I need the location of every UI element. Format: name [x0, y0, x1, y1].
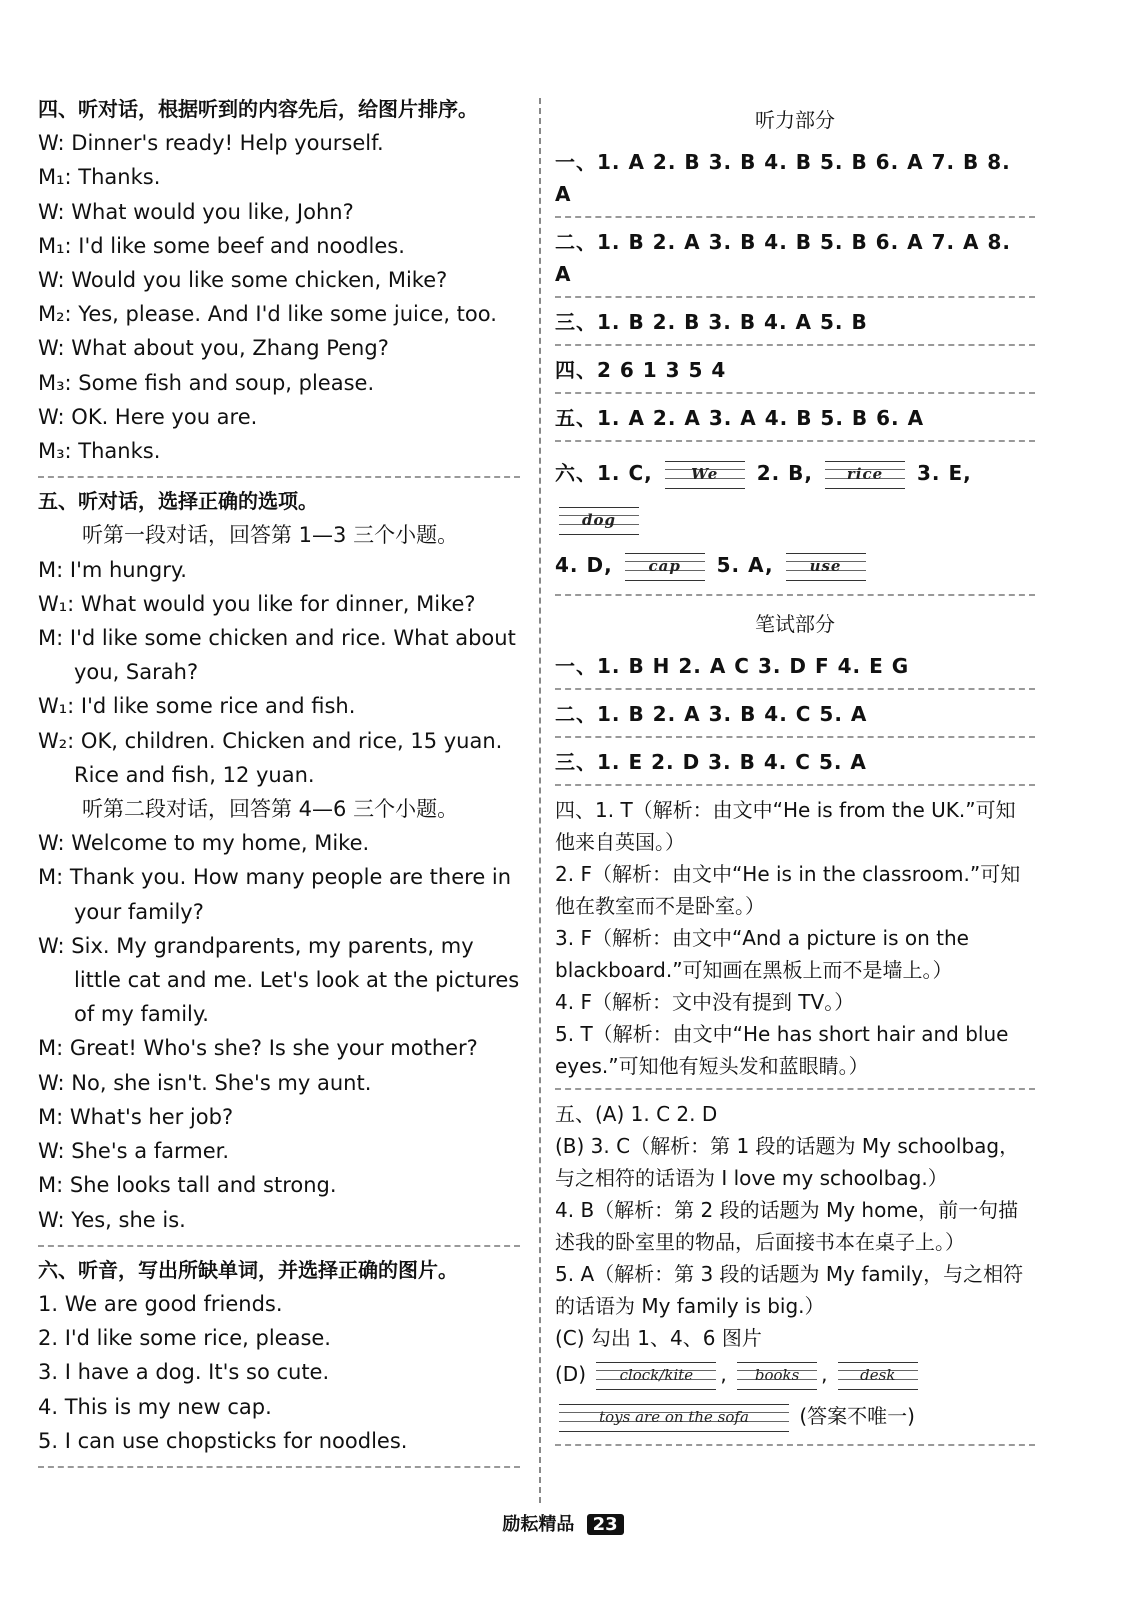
handwritten-answer	[665, 461, 745, 489]
dialogue-line: W: Would you like some chicken, Mike?	[38, 268, 448, 293]
sentence-line: 3. I have a dog. It's so cute.	[38, 1360, 330, 1385]
dialogue-line: M: I'd like some chicken and rice. What about you, Sarah?	[38, 626, 516, 685]
dialogue-line: W: Dinner's ready! Help yourself.	[38, 131, 384, 156]
written-answer-5-d: (D) clock/kite , books , desk	[555, 1354, 1035, 1394]
separator	[38, 1466, 520, 1468]
listening-answer-5: 五、1. A 2. A 3. A 4. B 5. B 6. A	[555, 406, 925, 430]
dialogue-line: M₃: Thanks.	[38, 439, 161, 464]
handwritten-answer	[559, 1404, 789, 1432]
handwritten-answer	[596, 1362, 716, 1390]
separator	[38, 476, 520, 478]
separator	[555, 216, 1035, 218]
answer-label: 4. D,	[555, 553, 613, 577]
dialogue-line: M₁: I'd like some beef and noodles.	[38, 233, 405, 258]
dialogue-line: M: What's her job?	[38, 1104, 234, 1129]
column-divider	[539, 98, 541, 1503]
explanation-line: 5. T（解析：由文中“He has short hair and blue eyes.”可知他有短头发和蓝眼睛。）	[555, 1022, 1009, 1078]
sentence-line: 1. We are good friends.	[38, 1291, 283, 1316]
dialogue-line: W: She's a farmer.	[38, 1139, 230, 1164]
handwritten-word: rice	[846, 464, 884, 483]
page-footer	[0, 1510, 1126, 1536]
written-answer-1: 一、1. B H 2. A C 3. D F 4. E G	[555, 654, 910, 678]
section-4-dialogue	[38, 126, 520, 468]
explanation-line: 4. F（解析：文中没有提到 TV。）	[555, 990, 855, 1014]
separator	[555, 344, 1035, 346]
written-title: 笔试部分	[755, 612, 835, 636]
sentence-line: 4. This is my new cap.	[38, 1394, 272, 1419]
sentence-line: 2. I'd like some rice, please.	[38, 1326, 331, 1351]
section-4-title: 四、听对话，根据听到的内容先后，给图片排序。	[38, 97, 478, 121]
dialogue-line: W: What would you like, John?	[38, 199, 354, 224]
handwritten-answer	[737, 1362, 817, 1390]
sentence-line: 5. I can use chopsticks for noodles.	[38, 1428, 408, 1453]
separator	[555, 440, 1035, 442]
explanation-line: 4. B（解析：第 2 段的话题为 My home，前一句描述我的卧室里的物品，后面接书本在桌子上。）	[555, 1198, 1019, 1254]
handwritten-answer	[838, 1362, 918, 1390]
section-5-sub1: 听第一段对话，回答第 1—3 三个小题。	[82, 523, 459, 548]
dialogue-line: M: I'm hungry.	[38, 557, 187, 582]
answer-label: 5. A,	[716, 553, 774, 577]
dialogue-line: W₁: What would you like for dinner, Mike?	[38, 591, 476, 616]
dialogue-line: W₁: I'd like some rice and fish.	[38, 694, 356, 719]
section-6-title: 六、听音，写出所缺单词，并选择正确的图片。	[38, 1257, 458, 1282]
dialogue-line: W₂: OK, children. Chicken and rice, 15 yuan. Rice and fish, 12 yuan.	[38, 728, 503, 787]
section-5-sub2: 听第二段对话，回答第 4—6 三个小题。	[82, 797, 459, 822]
handwritten-word: use	[809, 556, 842, 575]
separator	[38, 1245, 520, 1247]
handwritten-word: cap	[648, 556, 681, 575]
separator	[555, 784, 1035, 786]
handwritten-answer	[786, 553, 866, 581]
dialogue-line: W: Welcome to my home, Mike.	[38, 831, 370, 856]
written-answer-3: 三、1. E 2. D 3. B 4. C 5. A	[555, 750, 867, 774]
footer-brand: 励耘精品	[502, 1514, 575, 1535]
explanation-line: 5. A（解析：第 3 段的话题为 My family，与之相符的话语为 My family is big.）	[555, 1262, 1024, 1318]
handwritten-word: books	[754, 1365, 800, 1384]
answer-note: (答案不唯一)	[799, 1404, 915, 1428]
dialogue-line: W: OK. Here you are.	[38, 404, 258, 429]
written-answer-2: 二、1. B 2. A 3. B 4. C 5. A	[555, 702, 868, 726]
separator	[555, 594, 1035, 596]
explanation-line: (B) 3. C（解析：第 1 段的话题为 My schoolbag，与之相符的话语为 I love my schoolbag.）	[555, 1134, 1020, 1190]
listening-answer-6	[555, 450, 1035, 588]
explanation-line: 2. F（解析：由文中“He is in the classroom.”可知他在教室而不是卧室。）	[555, 862, 1021, 918]
handwritten-answer	[825, 461, 905, 489]
answer-label: (D)	[555, 1362, 587, 1386]
explanation-line: 五、(A) 1. C 2. D	[555, 1102, 718, 1126]
dialogue-line: M: She looks tall and strong.	[38, 1173, 337, 1198]
separator	[555, 296, 1035, 298]
answer-label: 3. E,	[916, 461, 972, 485]
explanation-line: 四、1. T（解析：由文中“He is from the UK.”可知他来自英国。）	[555, 798, 1016, 854]
separator	[555, 688, 1035, 690]
dialogue-line: W: What about you, Zhang Peng?	[38, 336, 389, 361]
handwritten-answer	[625, 553, 705, 581]
handwritten-word: dog	[582, 510, 616, 529]
answer-label: 六、1. C,	[555, 461, 653, 485]
section-6-sentences	[38, 1287, 520, 1458]
handwritten-word: clock/kite	[619, 1365, 694, 1384]
right-column	[555, 92, 1035, 1454]
section-5-title: 五、听对话，选择正确的选项。	[38, 489, 318, 514]
written-answer-5-d-sentence	[555, 1394, 1035, 1438]
listening-answer-1: 一、1. A 2. B 3. B 4. B 5. B 6. A 7. B 8. A	[555, 150, 1011, 206]
dialogue-line: M: Great! Who's she? Is she your mother?	[38, 1036, 478, 1061]
handwritten-sentence: toys are on the sofa	[599, 1407, 749, 1426]
dialogue-line: W: Yes, she is.	[38, 1207, 186, 1232]
separator	[555, 736, 1035, 738]
answer-label: 2. B,	[756, 461, 814, 485]
dialogue-line: M₂: Yes, please. And I'd like some juice, too.	[38, 302, 497, 327]
listening-answer-2: 二、1. B 2. A 3. B 4. B 5. B 6. A 7. A 8. A	[555, 230, 1012, 286]
written-answer-4	[555, 794, 1035, 1082]
dialogue-line: W: No, she isn't. She's my aunt.	[38, 1070, 372, 1095]
explanation-line: 3. F（解析：由文中“And a picture is on the blackboard.”可知画在黑板上而不是墙上。）	[555, 926, 969, 982]
left-column	[38, 92, 520, 1474]
dialogue-line: M₁: Thanks.	[38, 165, 161, 190]
separator	[555, 1444, 1035, 1446]
dialogue-line: W: Six. My grandparents, my parents, my little cat and me. Let's look at the pictures of my family.	[38, 933, 520, 1027]
handwritten-answer	[559, 507, 639, 535]
section-5-dialogue-2	[38, 826, 520, 1236]
written-answer-5	[555, 1098, 1035, 1354]
dialogue-line: M₃: Some fish and soup, please.	[38, 370, 375, 395]
explanation-line: (C) 勾出 1、4、6 图片	[555, 1326, 762, 1350]
separator	[555, 1088, 1035, 1090]
page-number: 23	[587, 1514, 624, 1535]
listening-answer-4: 四、2 6 1 3 5 4	[555, 358, 727, 382]
separator	[555, 392, 1035, 394]
section-5-dialogue-1	[38, 553, 520, 792]
handwritten-word: We	[691, 464, 719, 483]
handwritten-word: desk	[860, 1365, 896, 1384]
listening-answer-3: 三、1. B 2. B 3. B 4. A 5. B	[555, 310, 868, 334]
dialogue-line: M: Thank you. How many people are there in your family?	[38, 865, 512, 924]
listening-title: 听力部分	[755, 108, 835, 132]
